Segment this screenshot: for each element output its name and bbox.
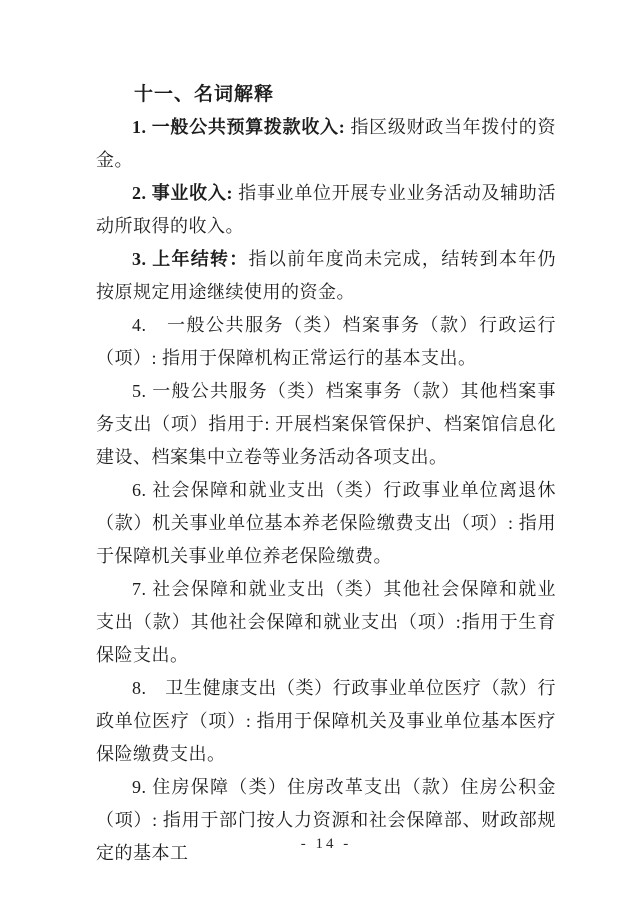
- definition-paragraph: [96, 375, 556, 474]
- definition-paragraph: [96, 243, 556, 309]
- definition-text: 指以前年度尚未完成，结转到本年仍按原规定用途继续使用的资金。: [96, 249, 557, 302]
- definition-term: 3. 上年结转：: [132, 249, 249, 269]
- definition-text: 指事业单位开展专业业务活动及辅助活动所取得的收入。: [96, 183, 557, 236]
- definition-paragraph: [96, 672, 556, 771]
- page-number: - 14 -: [300, 836, 352, 852]
- definition-paragraph: [96, 573, 556, 672]
- definition-text: 8. 卫生健康支出（类）行政事业单位医疗（款）行政单位医疗（项）: 指用于保障机关及事业单位基本医疗保险缴费支出。: [96, 678, 556, 764]
- definition-paragraph: [96, 474, 556, 573]
- definition-text: 6. 社会保障和就业支出（类）行政事业单位离退休（款）机关事业单位基本养老保险缴费支出（项）: 指用于保障机关事业单位养老保险缴费。: [96, 480, 556, 566]
- definition-text: 4. 一般公共服务（类）档案事务（款）行政运行（项）: 指用于保障机构正常运行的基本支出。: [96, 315, 556, 368]
- definition-term: 1. 一般公共预算拨款收入:: [132, 117, 346, 137]
- definition-paragraph: [96, 309, 556, 375]
- definition-text: 指区级财政当年拨付的资金。: [96, 117, 556, 170]
- section-heading: 十一、名词解释: [134, 84, 275, 105]
- definitions-list: [96, 111, 556, 870]
- definition-term: 2. 事业收入:: [132, 183, 234, 203]
- definition-paragraph: [96, 177, 556, 243]
- definition-paragraph: [96, 771, 556, 870]
- definition-text: 7. 社会保障和就业支出（类）其他社会保障和就业支出（款）其他社会保障和就业支出（项）:指用于生育保险支出。: [96, 579, 556, 665]
- definition-text: 5. 一般公共服务（类）档案事务（款）其他档案事务支出（项）指用于: 开展档案保管保护、档案馆信息化建设、档案集中立卷等业务活动各项支出。: [96, 381, 556, 467]
- definition-paragraph: [96, 111, 556, 177]
- definition-text: 9. 住房保障（类）住房改革支出（款）住房公积金（项）: 指用于部门按人力资源和社会保障部、财政部规定的基本工: [96, 777, 556, 863]
